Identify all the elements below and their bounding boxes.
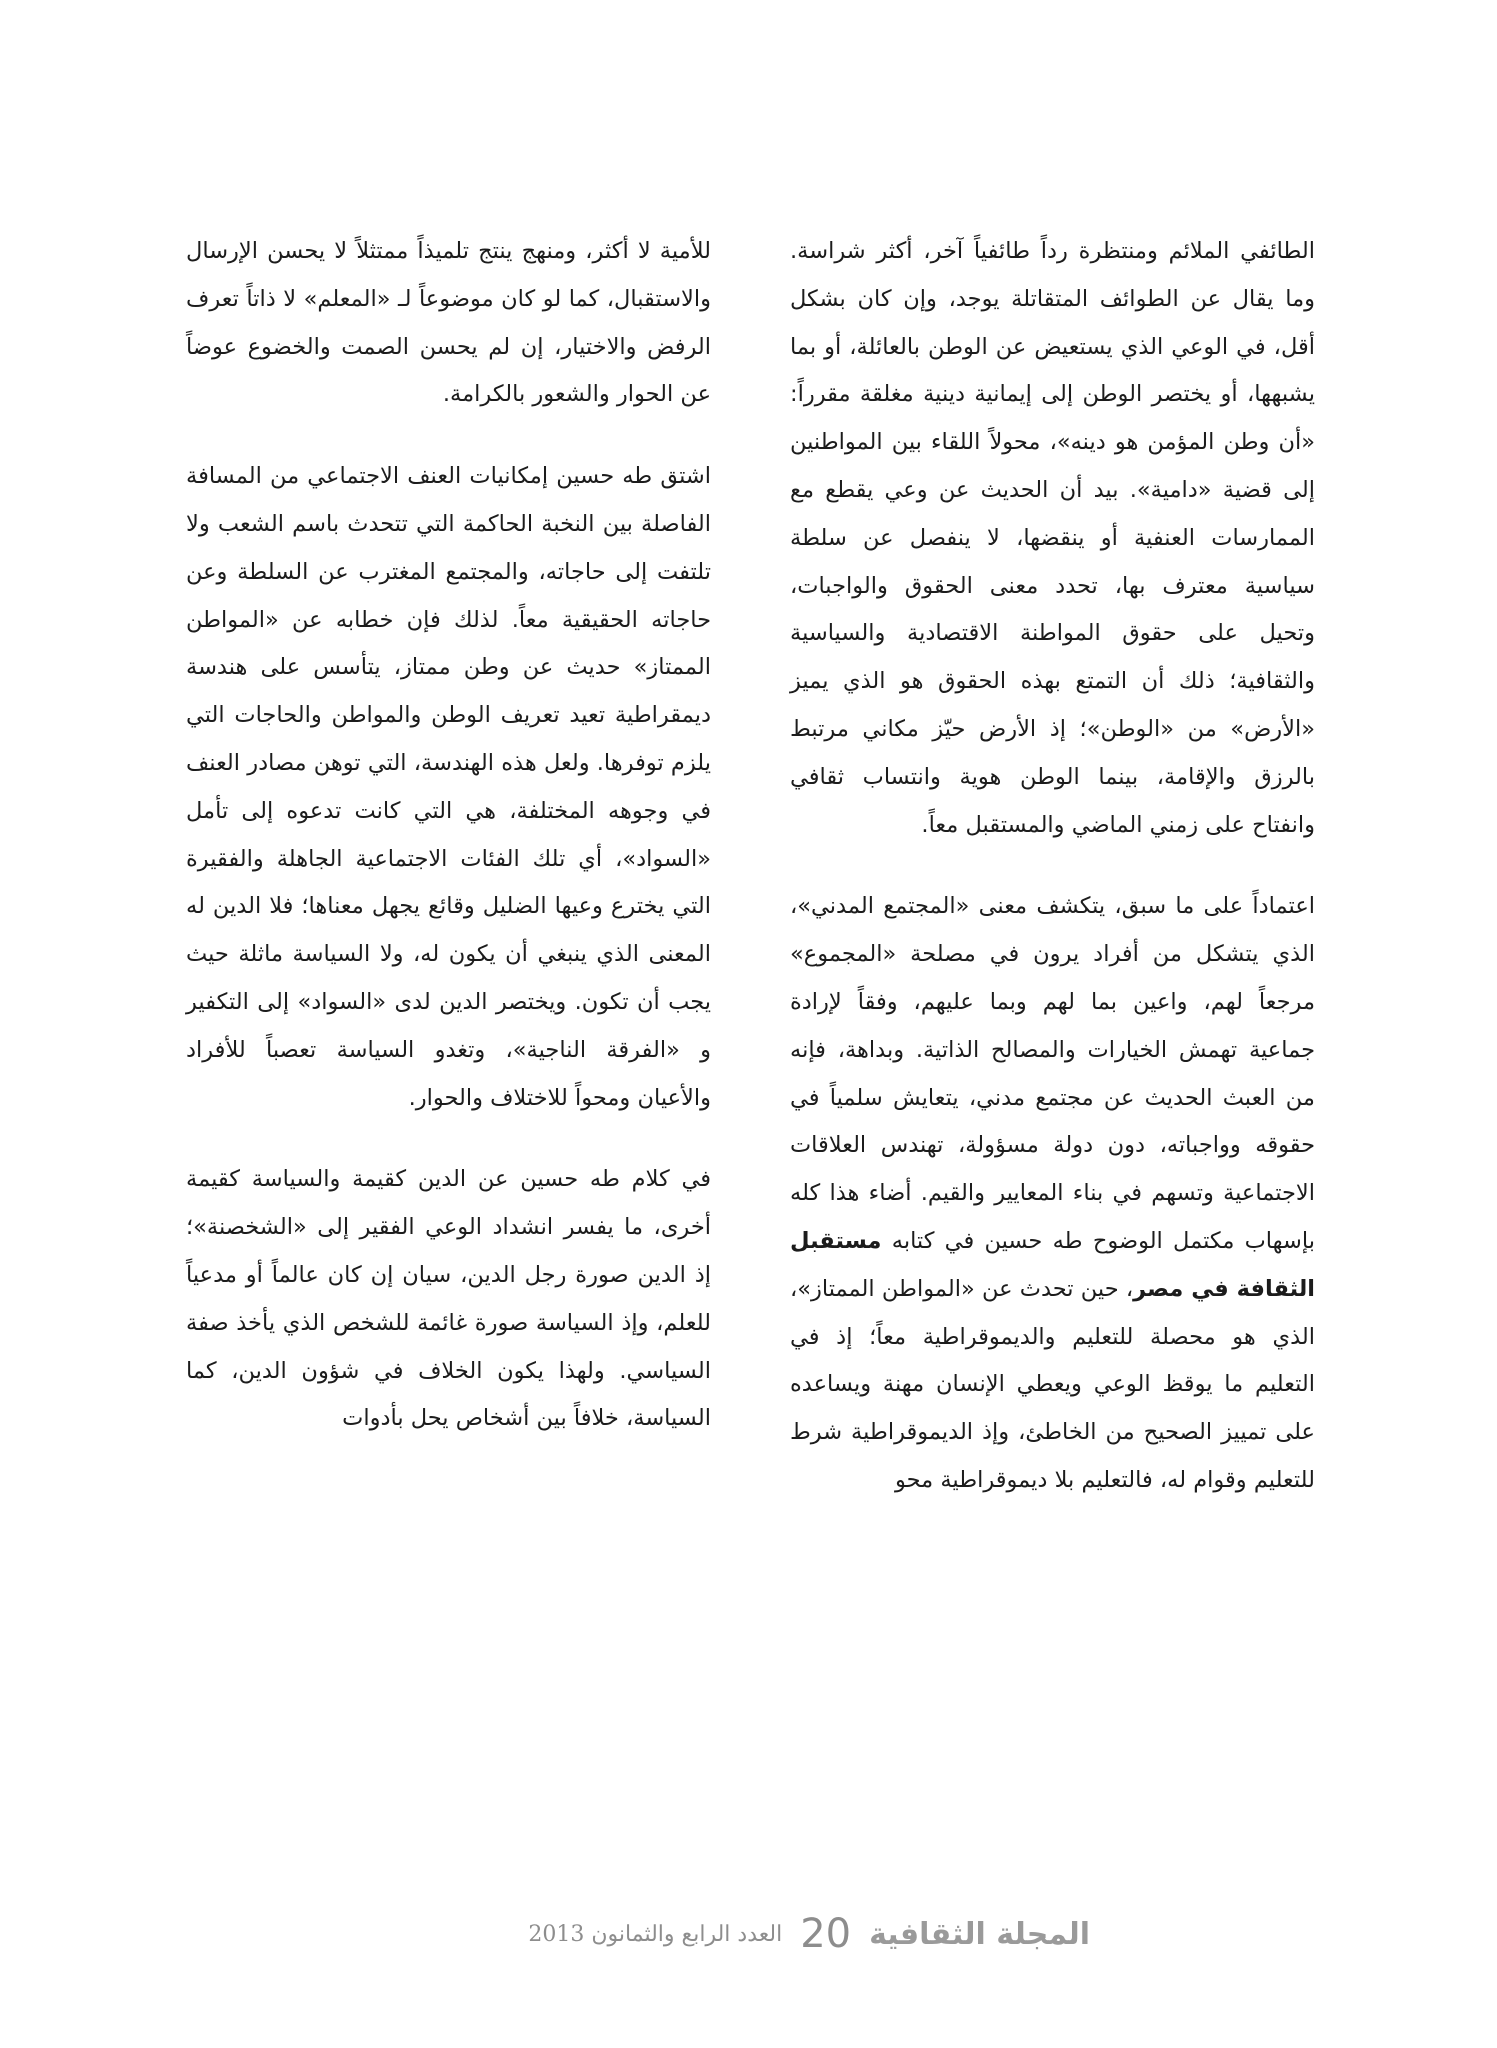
issue-label: العدد الرابع والثمانون 2013: [528, 1921, 783, 1947]
paragraph-text: اعتماداً على ما سبق، يتكشف معنى «المجتمع المدني»، الذي يتشكل من أفراد يرون في مصلحة «المجموع» مرجعاً لهم، واعين بما لهم وبما عليهم، وفقاً لإرادة جماعية تهمش الخيارات والمصالح الذاتية. وبداهة، فإنه من العبث الحديث عن مجتمع مدني، يتعايش سلمياً في حقوقه وواجباته، دون دولة مسؤولة، تهندس العلاقات الاجتماعية وتسهم في بناء المعايير والقيم. أضاء هذا كله بإسهاب مكتمل الوضوح طه حسين في كتابه: [790, 893, 1316, 1254]
page-number: 20: [800, 1911, 852, 1957]
paragraph-text: ، حين تحدث عن «المواطن الممتاز»، الذي هو محصلة للتعليم والديموقراطية معاً؛ إذ في التعليم ما يوقظ الوعي ويعطي الإنسان مهنة ويساعده على تمييز الصحيح من الخاطئ، وإذ الديموقراطية شرط للتعليم وقوام له، فالتعليم بلا ديموقراطية محو: [790, 1275, 1315, 1493]
page-footer: [430, 1904, 1090, 1964]
article-column-right: [790, 228, 1315, 1505]
paragraph: في كلام طه حسين عن الدين كقيمة والسياسة كقيمة أخرى، ما يفسر انشداد الوعي الفقير إلى «الشخصنة»؛ إذ الدين صورة رجل الدين، سيان إن كان عالماً أو مدعياً للعلم، وإذ السياسة صورة غائمة للشخص الذي يأخذ صفة السياسي. ولهذا يكون الخلاف في شؤون الدين، كما السياسة، خلافاً بين أشخاص يحل بأدوات: [186, 1166, 711, 1432]
paragraph: اشتق طه حسين إمكانيات العنف الاجتماعي من المسافة الفاصلة بين النخبة الحاكمة التي تتحدث باسم الشعب ولا تلتفت إلى حاجاته، والمجتمع المغترب عن السلطة وعن حاجاته الحقيقية معاً. لذلك فإن خطابه عن «المواطن الممتاز» حديث عن وطن ممتاز، يتأسس على هندسة ديمقراطية تعيد تعريف الوطن والمواطن والحاجات التي يلزم توفرها. ولعل هذه الهندسة، التي توهن مصادر العنف في وجوهه المختلفة، هي التي كانت تدعوه إلى تأمل «السواد»، أي تلك الفئات الاجتماعية الجاهلة والفقيرة التي يخترع وعيها الضليل وقائع يجهل معناها؛ فلا الدين له المعنى الذي ينبغي أن يكون له، ولا السياسة ماثلة حيث يجب أن تكون. ويختصر الدين لدى «السواد» إلى التكفير و «الفرقة الناجية»، وتغدو السياسة تعصباً للأفراد والأعيان ومحواً للاختلاف والحوار.: [186, 463, 711, 1111]
paragraph: للأمية لا أكثر، ومنهج ينتج تلميذاً ممتثلاً لا يحسن الإرسال والاستقبال، كما لو كان موضوعاً لـ «المعلم» لا ذاتاً تعرف الرفض والاختيار، إن لم يحسن الصمت والخضوع عوضاً عن الحوار والشعور بالكرامة.: [186, 238, 711, 408]
paragraph: الطائفي الملائم ومنتظرة رداً طائفياً آخر، أكثر شراسة. وما يقال عن الطوائف المتقاتلة يوجد، وإن كان بشكل أقل، في الوعي الذي يستعيض عن الوطن بالعائلة، أو بما يشبهها، أو يختصر الوطن إلى إيمانية دينية مغلقة مقرراً: «أن وطن المؤمن هو دينه»، محولاً اللقاء بين المواطنين إلى قضية «دامية». بيد أن الحديث عن وعي يقطع مع الممارسات العنفية أو ينقضها، لا ينفصل عن سلطة سياسية معترف بها، تحدد معنى الحقوق والواجبات، وتحيل على حقوق المواطنة الاقتصادية والسياسية والثقافية؛ ذلك أن التمتع بهذه الحقوق هو الذي يميز «الأرض» من «الوطن»؛ إذ الأرض حيّز مكاني مرتبط بالرزق والإقامة، بينما الوطن هوية وانتساب ثقافي وانفتاح على زمني الماضي والمستقبل معاً.: [790, 238, 1315, 838]
article-column-left: [186, 228, 711, 1443]
magazine-masthead: المجلة الثقافية: [869, 1916, 1090, 1952]
paragraph: [790, 883, 1315, 1504]
book-title: مستقبل الثقافة في مصر: [790, 1227, 1315, 1302]
